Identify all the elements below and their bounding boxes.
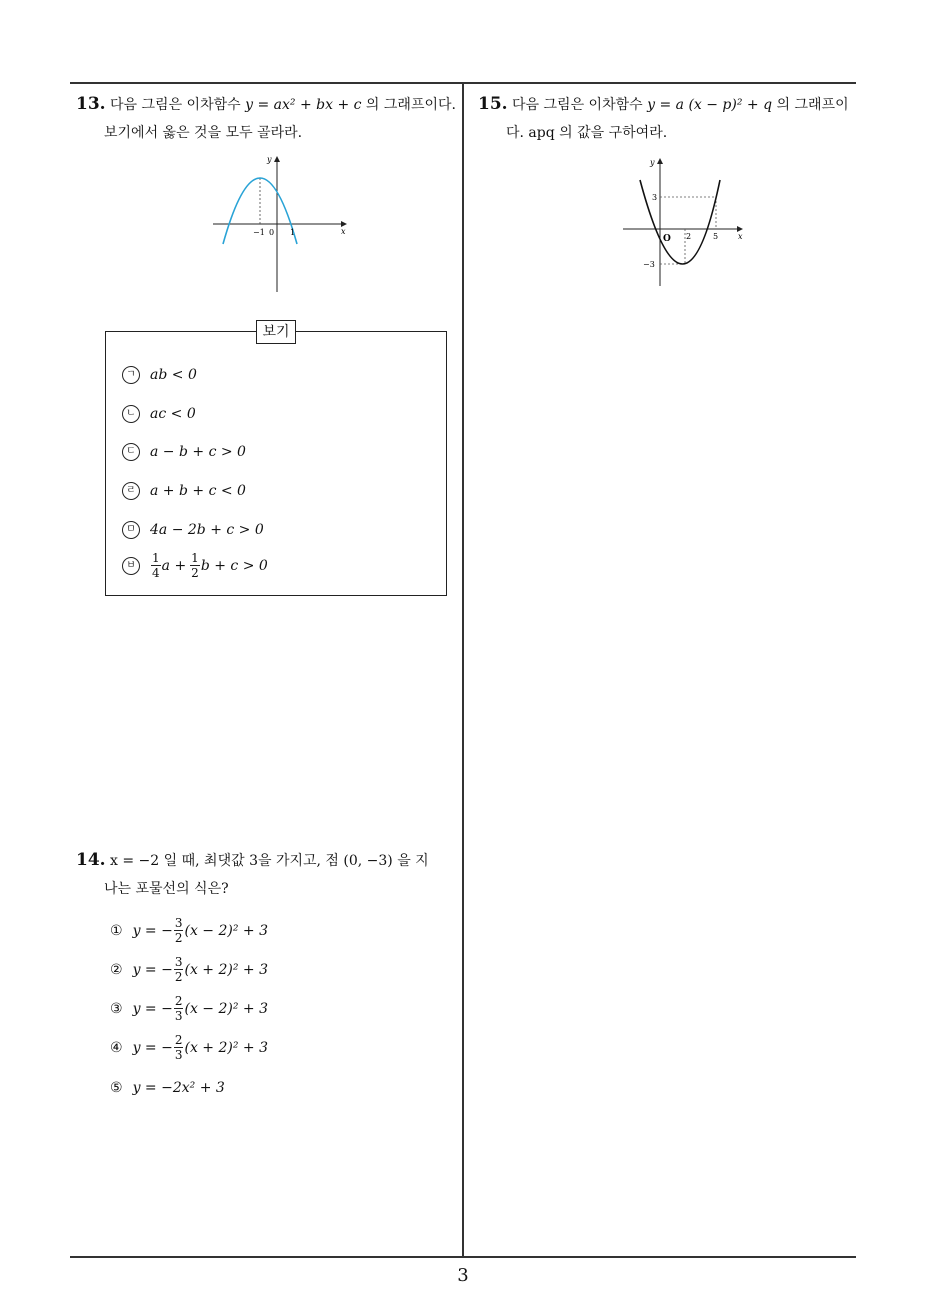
question-14-line2: 나는 포물선의 식은? [104, 881, 229, 897]
question-14 [76, 846, 461, 903]
question-15-line2: 다. apq 의 값을 구하여라. [506, 125, 668, 141]
fraction: $\frac{1}{4}$ [152, 551, 160, 580]
question-13-number: 13. [76, 94, 106, 114]
q13-parabola-graph [205, 150, 355, 295]
question-15-equation: y = a (x − p)² + q [647, 97, 773, 113]
statement-5 [122, 521, 264, 539]
answer-choice-2[interactable]: ② y = − $\frac{3}{2}$ (x + 2)² + 3 [110, 955, 268, 984]
statement-mark: ㄷ [122, 443, 140, 461]
question-14-line1: x = −2 일 때, 최댓값 3을 가지고, 점 (0, −3) 을 지 [110, 853, 429, 869]
bogi-title: 보기 [256, 320, 296, 344]
answer-choice-3[interactable]: ③ y = − $\frac{2}{3}$ (x − 2)² + 3 [110, 994, 268, 1023]
page-number: 3 [457, 1265, 469, 1286]
q15-origin-label: O [663, 234, 671, 244]
q13-tick-0: 0 [269, 228, 275, 237]
question-15 [478, 90, 863, 147]
statement-text: ac < 0 [150, 406, 196, 422]
question-15-text-post: 의 그래프이 [776, 97, 849, 113]
statement-mark: ㅂ [122, 557, 140, 575]
statement-2 [122, 405, 196, 423]
answer-choice-1[interactable]: ① y = − $\frac{3}{2}$ (x − 2)² + 3 [110, 916, 268, 945]
statement-mark: ㄱ [122, 366, 140, 384]
question-15-text-pre: 다음 그림은 이차함수 [512, 97, 643, 113]
statement-3 [122, 443, 246, 461]
q15-tick-2: 2 [686, 232, 692, 241]
question-15-number: 15. [478, 94, 508, 114]
answer-choice-4[interactable]: ④ y = − $\frac{2}{3}$ (x + 2)² + 3 [110, 1033, 268, 1062]
q13-y-axis-label: y [267, 155, 272, 164]
question-13-text-pre: 다음 그림은 이차함수 [110, 97, 241, 113]
column-divider [462, 82, 464, 1257]
statement-1 [122, 366, 197, 384]
question-13-line2: 보기에서 옳은 것을 모두 골라라. [104, 125, 303, 141]
statement-4 [122, 482, 246, 500]
q13-tick-neg1: −1 [253, 228, 265, 237]
q13-tick-1: 1 [290, 228, 296, 237]
statement-mark: ㄴ [122, 405, 140, 423]
q15-tick-3: 3 [652, 193, 658, 202]
answer-choice-5[interactable]: ⑤ y = −2x² + 3 [110, 1080, 225, 1096]
bottom-rule [70, 1256, 856, 1258]
q13-x-axis-label: x [341, 227, 346, 236]
question-14-number: 14. [76, 850, 106, 870]
fraction: $\frac{2}{3}$ [174, 994, 183, 1023]
fraction: $\frac{1}{2}$ [191, 551, 199, 580]
q15-tick-neg3: −3 [643, 260, 655, 269]
statement-text: ab < 0 [150, 367, 197, 383]
statement-mark: ㄹ [122, 482, 140, 500]
q15-x-axis-label: x [738, 232, 743, 241]
q15-y-axis-label: y [650, 158, 655, 167]
fraction: $\frac{2}{3}$ [174, 1033, 183, 1062]
question-13-text-post: 의 그래프이다. [365, 97, 456, 113]
q15-tick-5: 5 [713, 232, 719, 241]
statement-text: a − b + c > 0 [150, 444, 246, 460]
statement-mark: ㅁ [122, 521, 140, 539]
statement-text: 4a − 2b + c > 0 [150, 522, 264, 538]
statement-text: a + b + c < 0 [150, 483, 246, 499]
fraction: $\frac{3}{2}$ [174, 955, 183, 984]
fraction: $\frac{3}{2}$ [174, 916, 183, 945]
statement-6: ㅂ $\frac{1}{4}$ a + $\frac{1}{2}$ b + c > 0 [122, 551, 268, 580]
question-13 [76, 90, 461, 147]
question-13-equation: y = ax² + bx + c [245, 97, 362, 113]
q15-parabola-graph [615, 152, 755, 292]
